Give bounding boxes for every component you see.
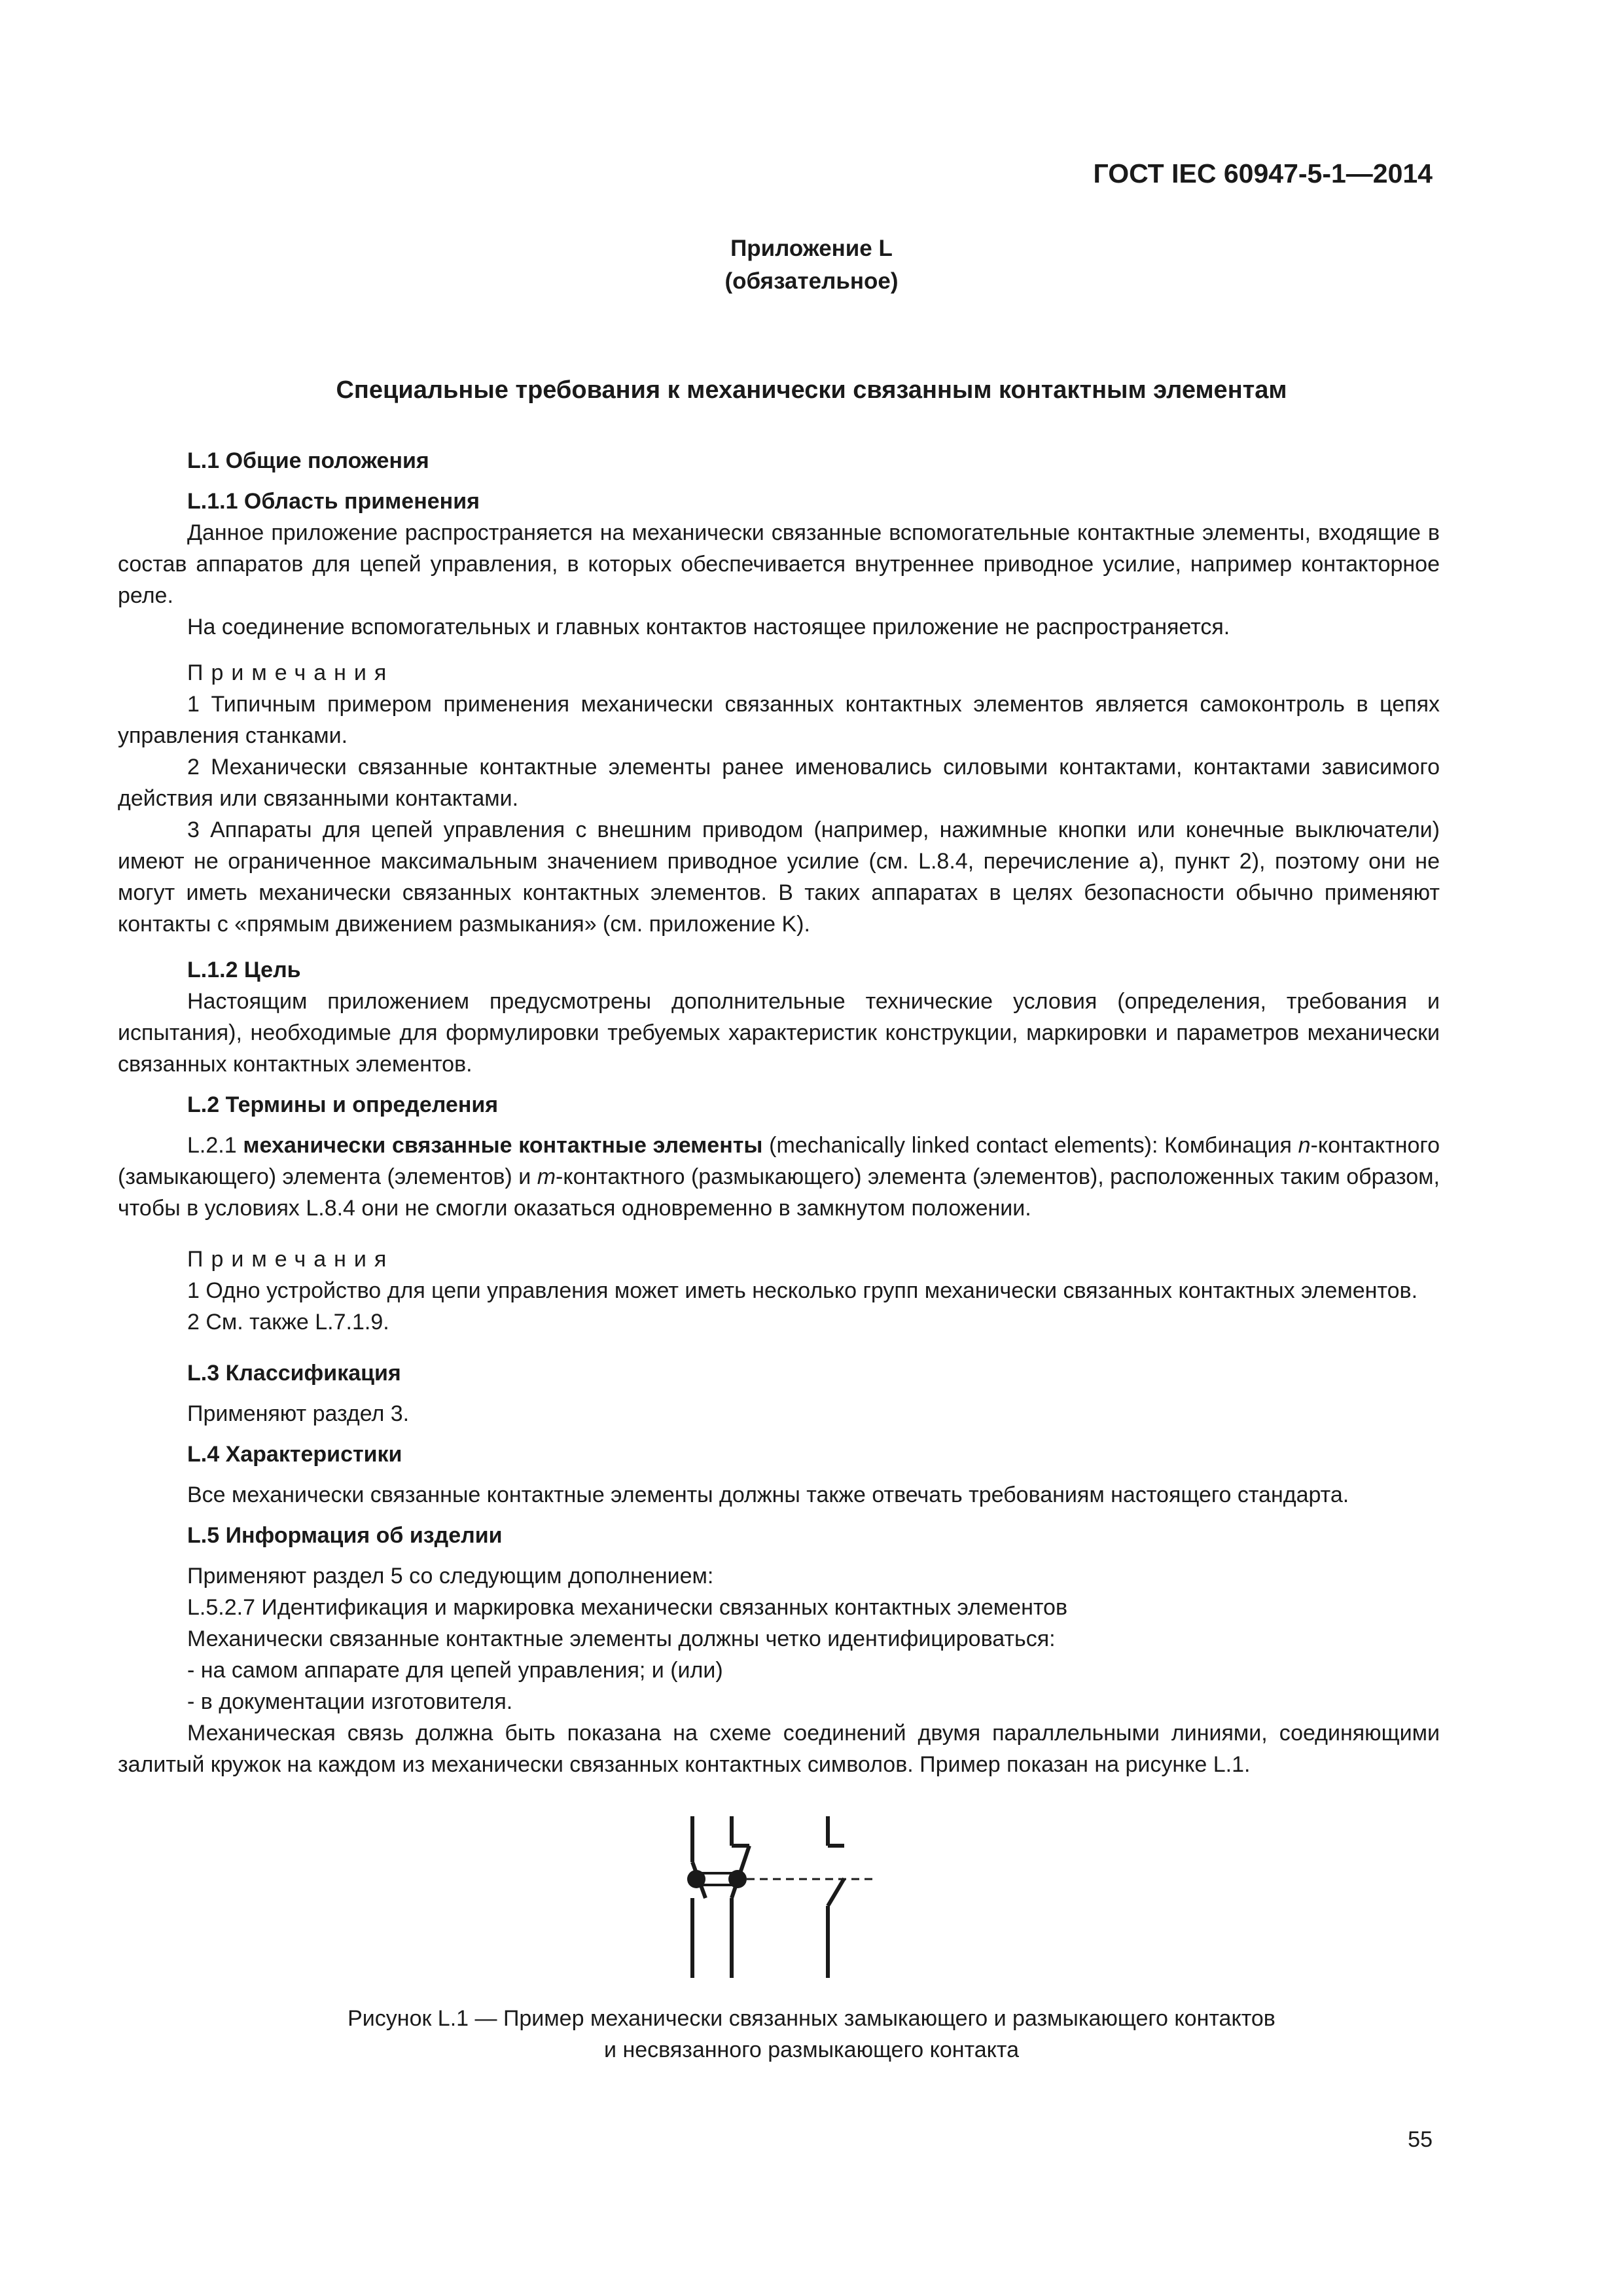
definition-paragraph: L.2.1 механически связанные контактные элементы (mechanically linked contact elements): Комбинация n-контактного (замыкающего) элемента (элементов) и m-контактного (размыкающего) элемента (элементов), расположенных таким образом, чтобы в условиях L.8.4 они не смогли оказаться одновременно в замкнутом положении. <box>118 1133 1440 1221</box>
notes-heading: Примечания <box>187 1247 395 1272</box>
link-dot-contact-1 <box>687 1870 705 1888</box>
paragraph: Применяют раздел 5 со следующим дополнением: <box>187 1564 714 1588</box>
note-item: 2 Механически связанные контактные элементы ранее именовались силовыми контактами, контактами зависимого действия или связанными контактами. <box>118 755 1440 811</box>
paragraph: На соединение вспомогательных и главных контактов настоящее приложение не распространяется. <box>187 615 1230 639</box>
section-heading-l1-1: L.1.1 Область применения <box>187 489 480 514</box>
paragraph: Все механически связанные контактные элементы должны также отвечать требованиям настоящего стандарта. <box>187 1482 1349 1507</box>
note-item: 3 Аппараты для цепей управления с внешним приводом (например, нажимные кнопки или конечные выключатели) имеют не ограниченное максимальным значением приводное усилие (см. L.8.4, перечисление a), пункт 2), поэтому они не могут иметь механически связанных контактных элементов. В таких аппаратах в целях безопасности обычно применяют контакты с «прямым движением размыкания» (см. приложение K). <box>118 817 1440 937</box>
annex-heading <box>0 232 1623 298</box>
paragraph: Применяют раздел 3. <box>187 1401 410 1426</box>
section-heading-l3: L.3 Классификация <box>187 1361 401 1386</box>
notes-heading: Примечания <box>187 660 395 685</box>
paragraph: L.5.2.7 Идентификация и маркировка механически связанных контактных элементов <box>187 1595 1068 1620</box>
page-number: 55 <box>1408 2127 1433 2152</box>
paragraph: Механически связанные контактные элементы должны четко идентифицироваться: <box>187 1626 1056 1651</box>
paragraph: Данное приложение распространяется на механически связанные вспомогательные контактные элементы, входящие в состав аппаратов для цепей управления, в которых обеспечивается внутреннее приводное усилие, например контакторное реле. <box>118 520 1440 608</box>
section-heading-l1: L.1 Общие положения <box>187 448 429 473</box>
document-body <box>118 445 1440 1780</box>
link-dot-contact-2 <box>728 1870 747 1888</box>
figure-caption <box>0 2003 1623 2066</box>
note-item: 2 См. также L.7.1.9. <box>187 1310 389 1335</box>
section-heading-l2: L.2 Термины и определения <box>187 1092 499 1117</box>
figure-l1-contact-diagram <box>654 1806 903 1983</box>
figure-caption-line-1: Рисунок L.1 — Пример механически связанных замыкающего и размыкающего контактов <box>348 2006 1275 2031</box>
section-heading-l1-2: L.1.2 Цель <box>187 958 301 982</box>
paragraph: Настоящим приложением предусмотрены дополнительные технические условия (определения, требования и испытания), необходимые для формулировки требуемых характеристик конструкции, маркировки и параметров механически связанных контактных элементов. <box>118 989 1440 1077</box>
annex-main-title: Специальные требования к механически связанным контактным элементам <box>336 376 1287 404</box>
figure-caption-line-2: и несвязанного размыкающего контакта <box>604 2037 1019 2062</box>
section-heading-l5: L.5 Информация об изделии <box>187 1523 503 1548</box>
definition-number: L.2.1 <box>187 1133 243 1158</box>
paragraph: Механическая связь должна быть показана на схеме соединений двумя параллельными линиями, соединяющими залитый кружок на каждом из механически связанных контактных символов. Пример показан на рисунке L.1. <box>118 1721 1440 1777</box>
annex-status: (обязательное) <box>724 268 899 294</box>
document-id: ГОСТ IEC 60947-5-1—2014 <box>1093 158 1433 188</box>
definition-term: механически связанные контактные элементы <box>243 1133 763 1158</box>
note-item: 1 Типичным примером применения механически связанных контактных элементов является самоконтроль в цепях управления станками. <box>118 692 1440 748</box>
list-item: - на самом аппарате для цепей управления; и (или) <box>187 1658 723 1683</box>
section-heading-l4: L.4 Характеристики <box>187 1442 402 1467</box>
annex-title: Приложение L <box>730 236 893 261</box>
contact-3-blade <box>828 1878 844 1906</box>
note-item: 1 Одно устройство для цепи управления может иметь несколько групп механически связанных контактных элементов. <box>187 1278 1418 1303</box>
list-item: - в документации изготовителя. <box>187 1689 513 1714</box>
